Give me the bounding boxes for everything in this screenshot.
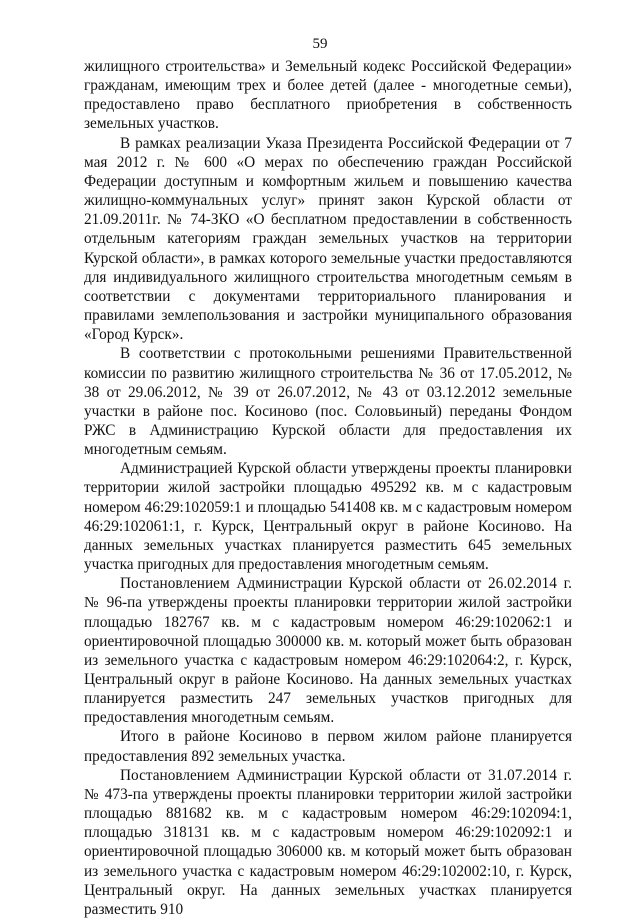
paragraph-commission-decisions: В соответствии с протокольными решениями Правительственной комиссии по развитию жилищного строительства № 36 от 17.05.2012, № 38 от 29.06.2012, № 39 от 26.07.2012, № 43 от 03.12.2012 земельные участки в районе пос. Косиново (пос. Соловьиный) переданы Фондом РЖС в Администрацию Курской области для предоставления их многодетным семьям.	[84, 345, 572, 459]
paragraph-decree-implementation: В рамках реализации Указа Президента Российской Федерации от 7 мая 2012 г. № 600 «О мерах по обеспечению граждан Российской Федерации доступным и комфортным жильем и повышению качества жилищно-коммунальных услуг» принят закон Курской области от 21.09.2011г. № 74-ЗКО «О бесплатном предоставлении в собственность отдельным категориям граждан земельных участков на территории Курской области», в рамках которого земельные участки предоставляются для индивидуального жилищного строительства многодетным семьям в соответствии с документами территориального планирования и правилами землепользования и застройки муниципального образования «Город Курск».	[84, 134, 572, 344]
body-text	[84, 57, 572, 919]
paragraph-total-kosinovo: Итого в районе Косиново в первом жилом районе планируется предоставления 892 земельных участка.	[84, 728, 572, 765]
paragraph-resolution-473: Постановлением Администрации Курской области от 31.07.2014 г. № 473-па утверждены проекты планировки территории жилой застройки площадью 881682 кв. м с кадастровым номером 46:29:102094:1, площадью 318131 кв. м с кадастровым номером 46:29:102092:1 и ориентировочной площадью 306000 кв. м который может быть образован из земельного участка с кадастровым номером 46:29:102002:10, г. Курск, Центральный округ. На данных земельных участках планируется разместить 910	[84, 766, 572, 918]
paragraph-continuation: жилищного строительства» и Земельный кодекс Российской Федерации» гражданам, имеющим трех и более детей (далее - многодетные семьи), предоставлено право бесплатного приобретения в собственность земельных участков.	[84, 58, 572, 133]
paragraph-resolution-96: Постановлением Администрации Курской области от 26.02.2014 г. № 96-па утверждены проекты планировки территории жилой застройки площадью 182767 кв. м с кадастровым номером 46:29:102062:1 и ориентировочной площадью 300000 кв. м. который может быть образован из земельного участка с кадастровым номером 46:29:102064:2, г. Курск, Центральный округ в районе Косиново. На данных земельных участках планируется разместить 247 земельных участков пригодных для предоставления многодетным семьям.	[84, 575, 572, 727]
paragraph-planning-projects: Администрацией Курской области утверждены проекты планировки территории жилой застройки площадью 495292 кв. м с кадастровым номером 46:29:102059:1 и площадью 541408 кв. м с кадастровым номером 46:29:102061:1, г. Курск, Центральный округ в районе Косиново. На данных земельных участках планируется разместить 645 земельных участка пригодных для предоставления многодетным семьям.	[84, 460, 572, 574]
page-number: 59	[312, 36, 328, 52]
